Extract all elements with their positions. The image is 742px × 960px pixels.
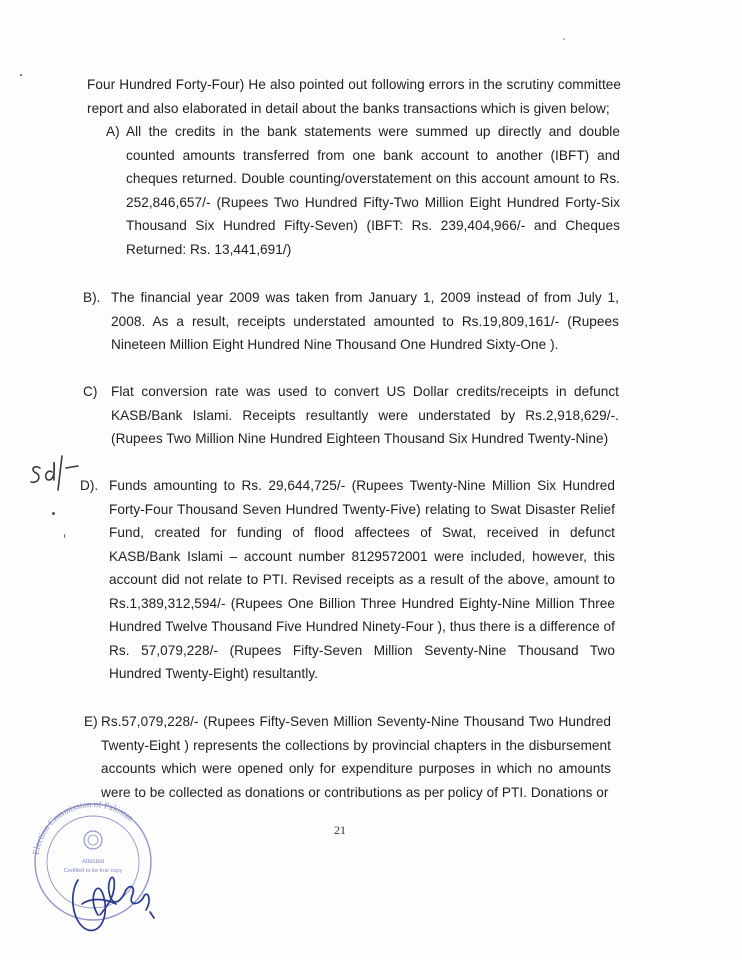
stamp-line-1: Attested xyxy=(81,859,105,865)
margin-speck xyxy=(563,38,565,40)
intro-paragraph: Four Hundred Forty-Four) He also pointed out following errors in the scrutiny committee report and also elaborated in detail about the banks transactions which is given below; xyxy=(87,77,621,116)
item-text: Rs.57,079,228/- (Rupees Fifty-Seven Million Seventy-Nine Thousand Two Hundred Twenty-Eight ) represents the collections by provincial chapters in the disbursement accounts which were opened only for expenditure purposes in which no amounts were to be collected as donations or contributions as per policy of PTI. Donations or xyxy=(101,714,611,800)
item-label: E) xyxy=(84,714,98,729)
item-label: D). xyxy=(80,478,99,493)
item-label: A) xyxy=(106,124,120,139)
handwritten-signature xyxy=(73,877,154,930)
margin-speck xyxy=(64,534,65,538)
page-number: 21 xyxy=(334,823,346,837)
item-text: All the credits in the bank statements were summed up directly and double counted amounts transferred from one bank account to another (IBFT) and cheques returned. Double counting/overstatement on this account amount to Rs. 252,846,657/- (Rupees Two Hundred Fifty-Two Million Eight Hundred Forty-Six Thousand Six Hundred Fifty-Seven) (IBFT: Rs. 239,404,966/- and Cheques Returned: Rs. 13,441,691/) xyxy=(126,124,620,257)
item-text: The financial year 2009 was taken from January 1, 2009 instead of from July 1, 2008. As a result, receipts understated amounted to Rs.19,809,161/- (Rupees Nineteen Million Eight Hundred Nine Thousand One Hundred Sixty-One ). xyxy=(111,290,619,352)
margin-speck xyxy=(20,74,22,76)
attestation-stamp xyxy=(18,800,168,950)
stamp-line-2: Certified to be true copy xyxy=(63,868,123,874)
item-label: B). xyxy=(83,290,101,305)
item-label: C) xyxy=(83,384,98,399)
margin-initials-signature xyxy=(26,446,86,496)
stamp-outer-text: Election Commission of Pakistan xyxy=(30,800,136,856)
item-text: Funds amounting to Rs. 29,644,725/- (Rupees Twenty-Nine Million Six Hundred Forty-Four Thousand Seven Hundred Twenty-Five) relating to Swat Disaster Relief Fund, created for funding of flood affectees of Swat, received in defunct KASB/Bank Islami – account number 8129572001 were included, however, this account did not relate to PTI. Revised receipts as a result of the above, amount to Rs.1,389,312,594/- (Rupees One Billion Three Hundred Eighty-Nine Million Three Hundred Twelve Thousand Five Hundred Ninety-Four ), thus there is a difference of Rs. 57,079,228/- (Rupees Fifty-Seven Million Seventy-Nine Thousand Two Hundred Twenty-Eight) resultantly. xyxy=(109,478,615,681)
item-text: Flat conversion rate was used to convert US Dollar credits/receipts in defunct KASB/Bank Islami. Receipts resultantly were understated by Rs.2,918,629/-. (Rupees Two Million Nine Hundred Eighteen Thousand Six Hundred Twenty-Nine) xyxy=(111,384,619,446)
margin-speck xyxy=(52,512,55,515)
